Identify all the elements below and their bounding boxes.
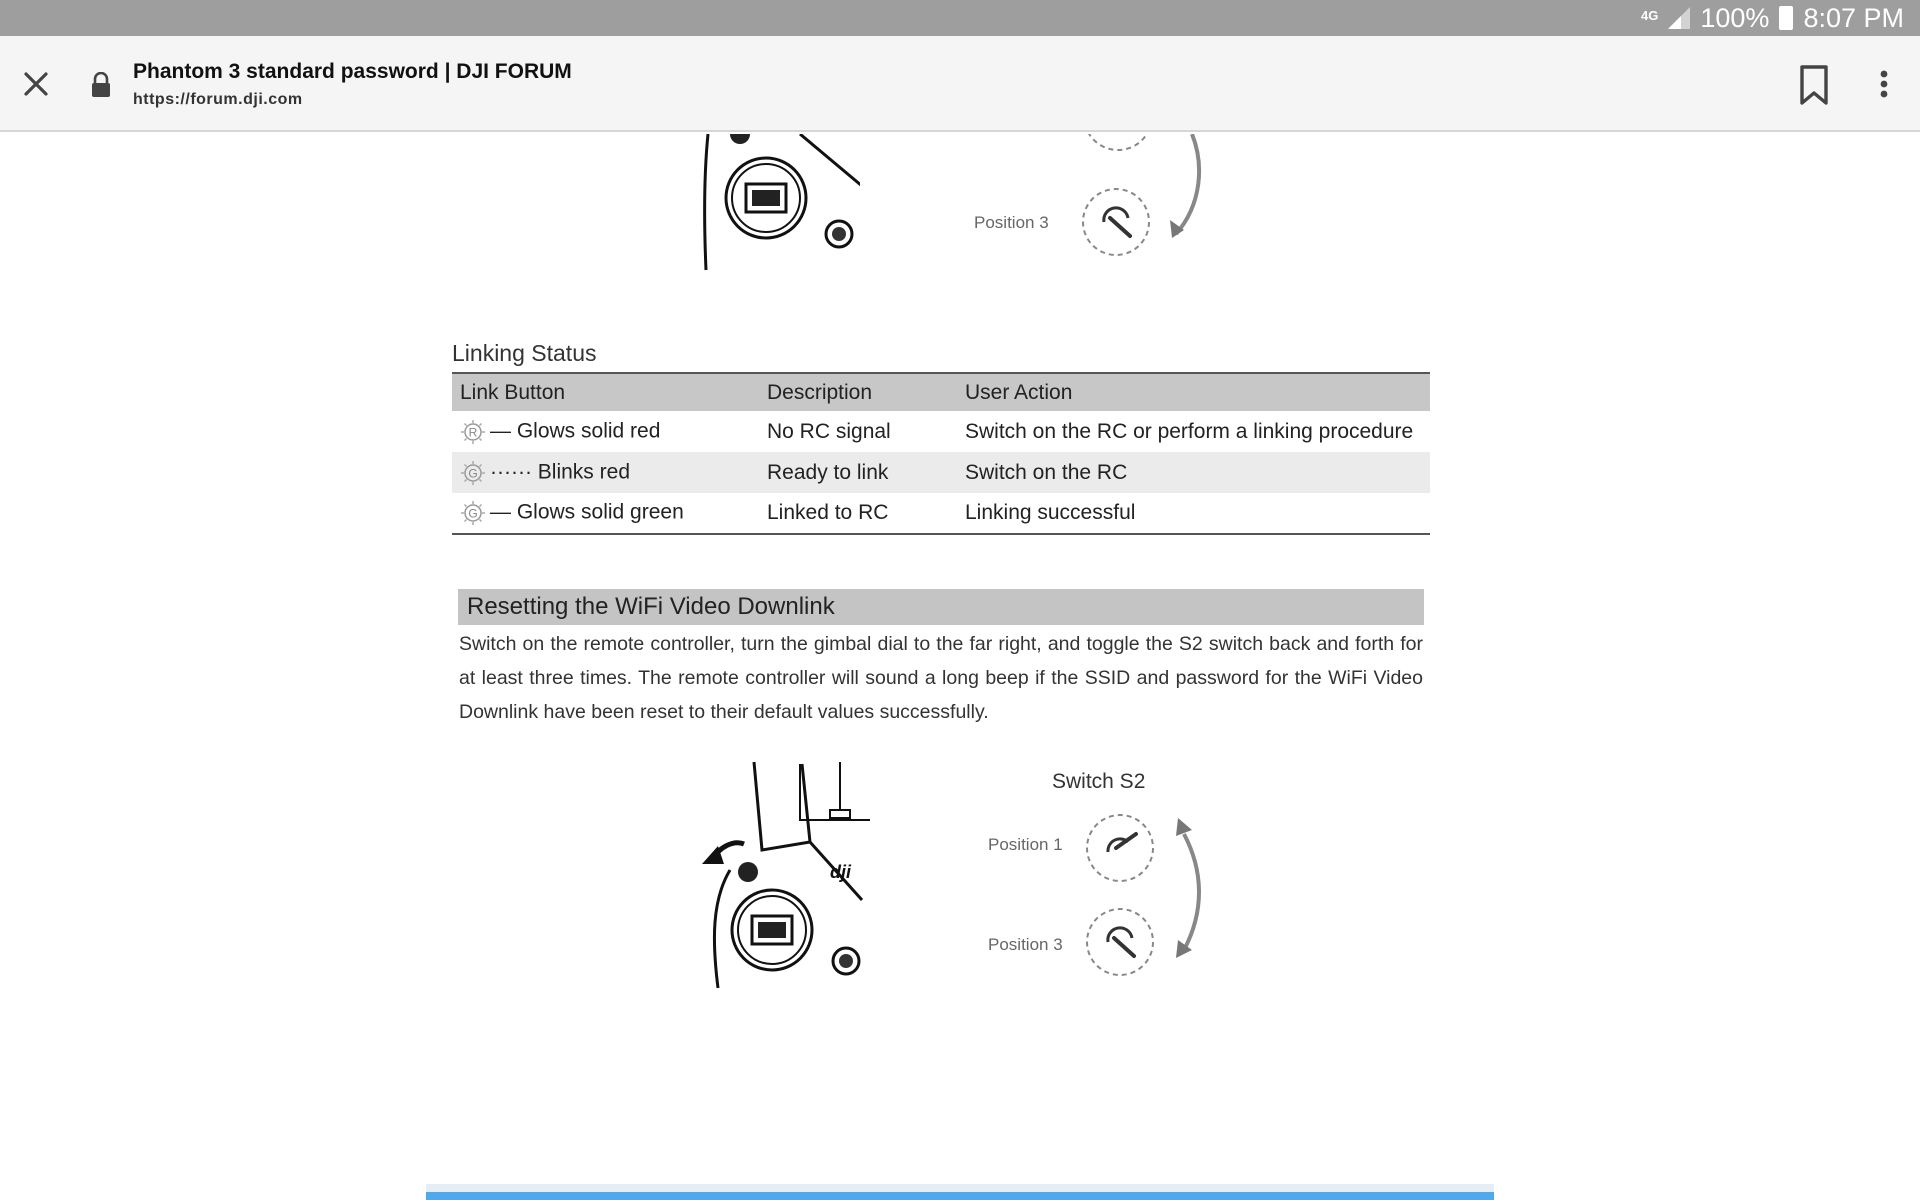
remote-controller-illustration: [700, 760, 870, 995]
position-3-label: Position 3: [988, 935, 1063, 954]
link-button-text: — Glows solid red: [490, 419, 661, 443]
led-r-icon: [460, 419, 486, 445]
switch-positions-diagram: [1080, 812, 1220, 987]
link-button-text: — Glows solid green: [490, 500, 684, 524]
section-body-text: Switch on the remote controller, turn the gimbal dial to the far right, and toggle the S2 switch back and forth for at least three times. The remote controller will sound a long beep if the SSID and password for the WiFi Video Downlink have been reset to their default values successfully.: [459, 633, 1423, 723]
linking-status-title: Linking Status: [452, 340, 597, 366]
position-1-label: Position 1: [988, 835, 1063, 854]
login-banner[interactable]: [426, 1184, 1494, 1200]
battery-percent: 100%: [1700, 2, 1770, 33]
link-button-cell: [452, 452, 759, 493]
table-row: [452, 411, 1430, 452]
position-3-label-top: Position 3: [974, 213, 1049, 232]
led-letter-r: R: [468, 425, 478, 439]
table-row: [452, 493, 1430, 534]
signal-icon: [1668, 7, 1690, 29]
link-button-cell: [452, 493, 759, 534]
network-type: 4G: [1641, 7, 1659, 23]
switch-positions-top: [1080, 134, 1210, 269]
link-button-cell: [452, 411, 759, 452]
description-cell: No RC signal: [767, 419, 891, 443]
status-bar: [0, 0, 1920, 36]
section-heading: Resetting the WiFi Video Downlink: [458, 589, 1424, 625]
link-button-text: ······ Blinks red: [490, 460, 630, 484]
lock-icon[interactable]: [90, 72, 112, 98]
clock: 8:07 PM: [1803, 2, 1904, 33]
page-url[interactable]: https://forum.dji.com: [133, 91, 303, 108]
battery-icon: [1779, 6, 1793, 30]
browser-toolbar: [0, 36, 1920, 132]
table-row: [452, 452, 1430, 493]
dji-logo-text: dji: [830, 862, 851, 882]
remote-controller-illustration-top: [700, 134, 860, 279]
col-link-button: Link Button: [452, 373, 759, 411]
description-cell: Linked to RC: [767, 501, 889, 524]
switch-s2-title: Switch S2: [1052, 770, 1146, 793]
led-g-icon: [460, 460, 486, 486]
led-g-icon: [460, 500, 486, 526]
page-title: Phantom 3 standard password | DJI FORUM: [133, 60, 572, 83]
linking-status-table: [452, 372, 1430, 535]
more-options-icon[interactable]: [1872, 66, 1896, 102]
led-letter-g: G: [468, 506, 478, 521]
user-action-cell: Switch on the RC or perform a linking procedure: [965, 419, 1414, 443]
description-cell: Ready to link: [759, 452, 957, 493]
led-letter-g: G: [468, 466, 478, 480]
close-icon[interactable]: [18, 66, 54, 102]
col-user-action: User Action: [957, 373, 1430, 411]
user-action-cell: Linking successful: [965, 501, 1136, 524]
document-view[interactable]: [0, 134, 1920, 1200]
col-description: Description: [759, 373, 957, 411]
bookmark-icon[interactable]: [1796, 64, 1832, 106]
table-header-row: [452, 373, 1430, 411]
user-action-cell: Switch on the RC: [957, 452, 1430, 493]
